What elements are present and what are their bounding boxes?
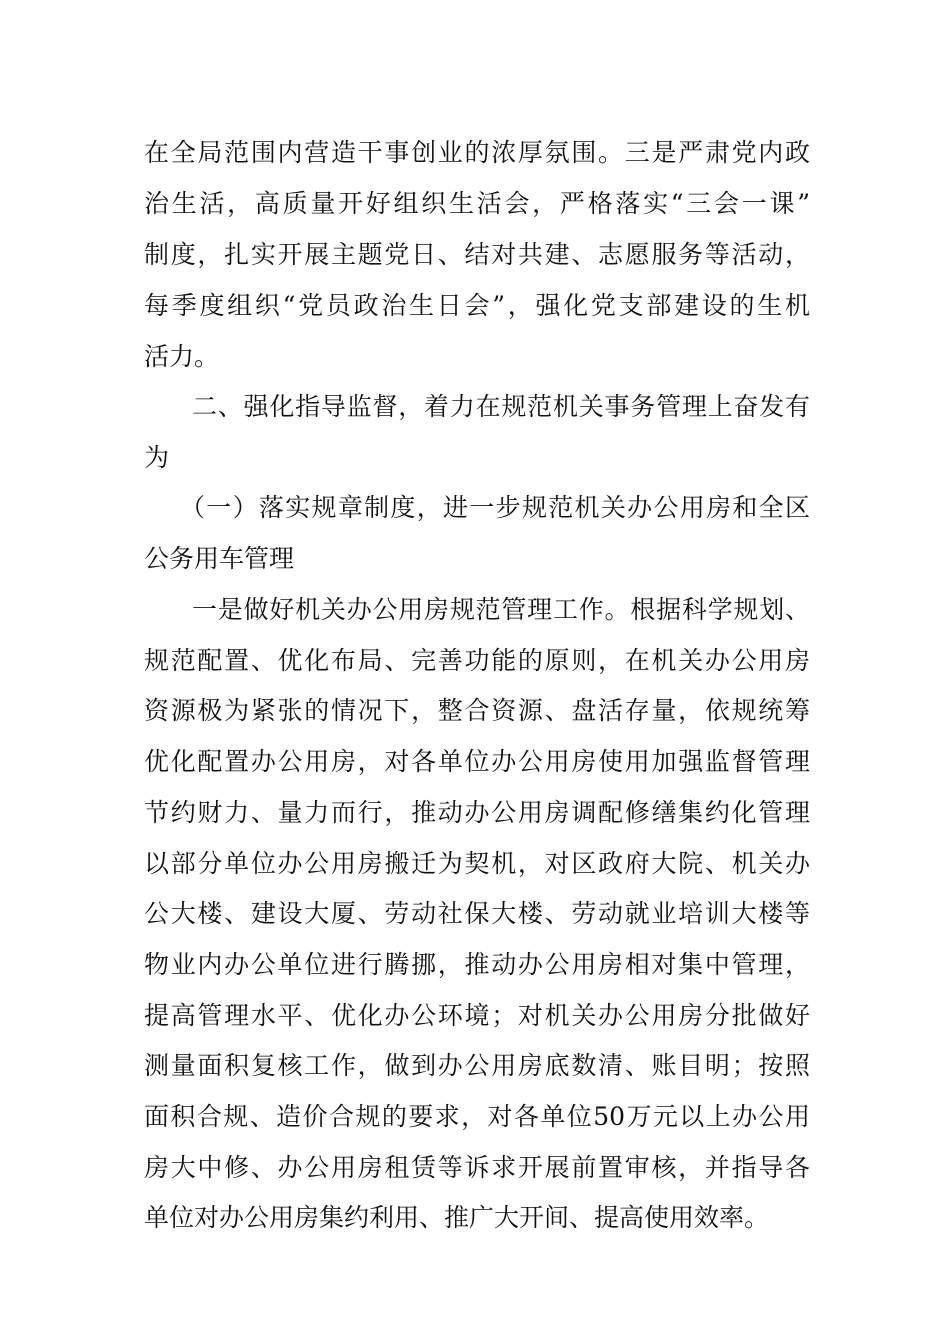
paragraph-line: 公大楼、建设大厦、劳动社保大楼、劳动就业培训大楼等	[144, 899, 810, 928]
paragraph-line: 在全局范围内营造干事创业的浓厚氛围。三是严肃党内政	[144, 138, 810, 167]
paragraph-line: 房大中修、办公用房租赁等诉求开展前置审核，并指导各	[144, 1153, 810, 1182]
section-heading-line: 为	[144, 443, 170, 472]
subsection-heading-line: 公务用车管理	[144, 544, 295, 573]
paragraph-line: 以部分单位办公用房搬迁为契机，对区政府大院、机关办	[144, 849, 810, 878]
paragraph-line: 物业内办公单位进行腾挪，推动办公用房相对集中管理，	[144, 950, 810, 979]
paragraph-line: 提高管理水平、优化办公环境；对机关办公用房分批做好	[144, 1001, 810, 1030]
paragraph-line: 资源极为紧张的情况下，整合资源、盘活存量，依规统筹	[144, 696, 810, 725]
paragraph-line: 每季度组织“党员政治生日会”，强化党支部建设的生机	[144, 291, 810, 320]
paragraph-line: 治生活，高质量开好组织生活会，严格落实“三会一课”	[144, 189, 810, 218]
paragraph-line: 一是做好机关办公用房规范管理工作。根据科学规划、	[192, 595, 810, 624]
subsection-heading-line: （一）落实规章制度，进一步规范机关办公用房和全区	[180, 493, 810, 522]
section-heading-line: 二、强化指导监督，着力在规范机关事务管理上奋发有	[192, 392, 810, 421]
paragraph-line: 活力。	[144, 342, 220, 371]
paragraph-line: 规范配置、优化布局、完善功能的原则，在机关办公用房	[144, 646, 810, 675]
paragraph-line: 节约财力、量力而行，推动办公用房调配修缮集约化管理	[144, 798, 810, 827]
paragraph-line: 制度，扎实开展主题党日、结对共建、志愿服务等活动，	[144, 240, 810, 269]
paragraph-line: 面积合规、造价合规的要求，对各单位50万元以上办公用	[144, 1102, 810, 1131]
paragraph-line: 优化配置办公用房，对各单位办公用房使用加强监督管理	[144, 747, 810, 776]
paragraph-line: 测量面积复核工作，做到办公用房底数清、账目明；按照	[144, 1051, 810, 1080]
paragraph-line: 单位对办公用房集约利用、推广大开间、提高使用效率。	[144, 1203, 770, 1232]
